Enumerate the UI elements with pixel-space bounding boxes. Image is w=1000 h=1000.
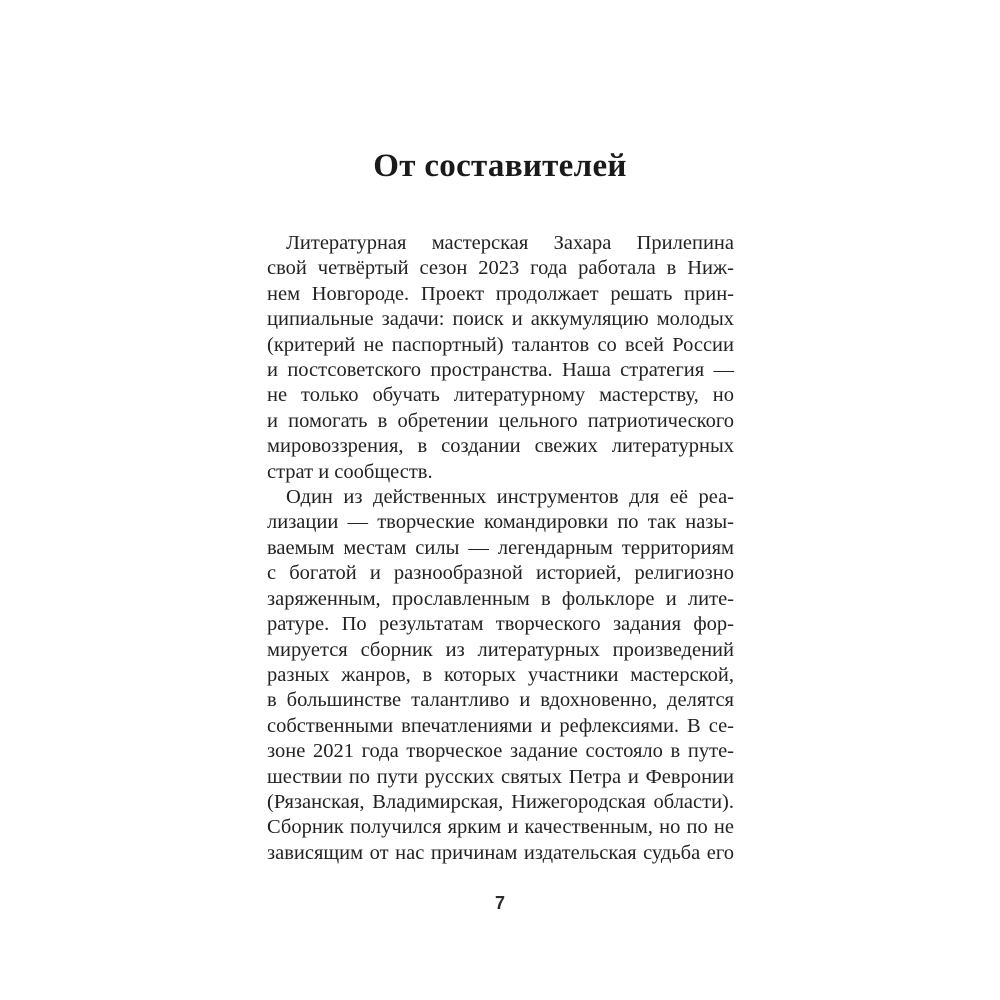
text-line: Сборник получился ярким и качественным, но по не bbox=[267, 816, 734, 839]
text-line: заряженным, прославленным в фольклоре и лите- bbox=[267, 587, 734, 610]
text-line: не только обучать литературному мастерству, но bbox=[267, 384, 734, 407]
text-line: разных жанров, в которых участники мастерской, bbox=[267, 663, 734, 686]
text-line: и помогать в обретении цельного патриотического bbox=[267, 409, 734, 432]
text-line: свой четвёртый сезон 2023 года работала в Ниж- bbox=[267, 257, 734, 280]
text-line: в большинстве талантливо и вдохновенно, делятся bbox=[267, 689, 734, 712]
chapter-title: От составителей bbox=[373, 148, 627, 185]
text-line: шествии по пути русских святых Петра и Февронии bbox=[267, 765, 734, 788]
text-line: с богатой и разнообразной историей, религиозно bbox=[267, 562, 734, 585]
text-line: (критерий не паспортный) талантов со всей России bbox=[267, 333, 734, 356]
text-line: (Рязанская, Владимирская, Нижегородская области). bbox=[267, 790, 734, 813]
text-line: зависящим от нас причинам издательская судьба его bbox=[267, 841, 734, 864]
text-line: и постсоветского пространства. Наша стратегия — bbox=[267, 359, 734, 382]
text-line: ципиальные задачи: поиск и аккумуляцию молодых bbox=[267, 308, 734, 331]
text-line: ваемым местам силы — легендарным территориям bbox=[267, 536, 734, 559]
text-line: собственными впечатлениями и рефлексиями. В се- bbox=[267, 714, 734, 737]
text-line: зоне 2021 года творческое задание состояло в путе- bbox=[267, 740, 734, 763]
text-line: ратуре. По результатам творческого задания фор- bbox=[267, 613, 734, 636]
text-line: Один из действенных инструментов для её реа- bbox=[286, 486, 734, 509]
page-number: 7 bbox=[494, 893, 505, 913]
text-line: мируется сборник из литературных произведений bbox=[267, 638, 734, 661]
body-text bbox=[267, 231, 734, 866]
text-line: лизации — творческие командировки по так назы- bbox=[267, 511, 734, 534]
paragraph bbox=[267, 485, 734, 866]
text-line: страт и сообществ. bbox=[267, 460, 433, 483]
text-line: мировоззрения, в создании свежих литературных bbox=[267, 435, 734, 458]
paragraph bbox=[267, 231, 734, 485]
text-line: нем Новгороде. Проект продолжает решать прин- bbox=[267, 282, 734, 305]
text-line: Литературная мастерская Захара Прилепина bbox=[286, 232, 734, 254]
